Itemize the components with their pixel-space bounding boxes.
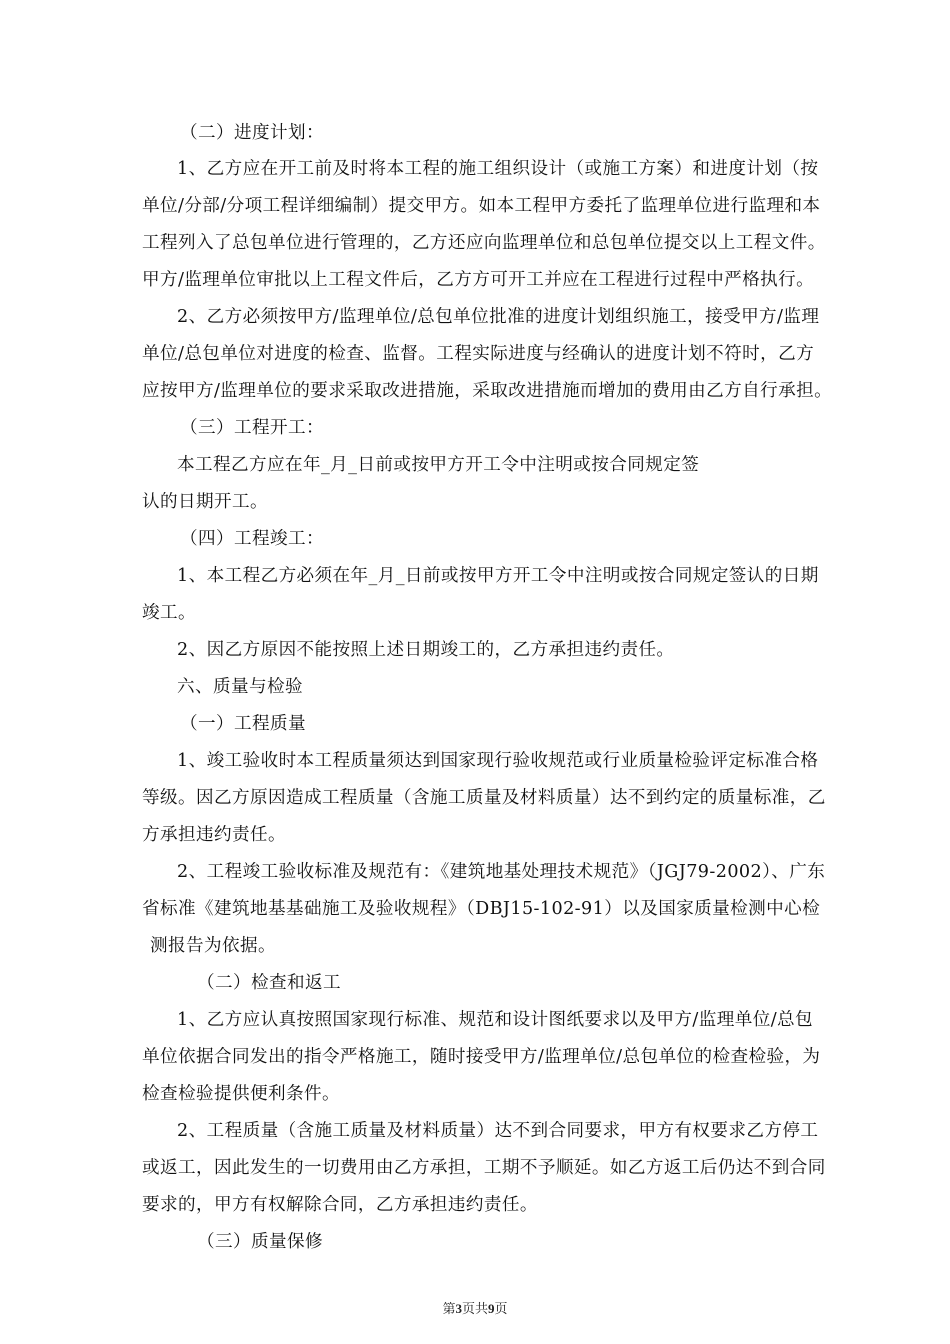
section-heading: （四）工程竣工： — [180, 529, 324, 549]
paragraph-line: 1、竣工验收时本工程质量须达到国家现行验收规范或行业质量检验评定标准合格 — [177, 751, 819, 771]
paragraph-line: 单位/分部/分项工程详细编制）提交甲方。如本工程甲方委托了监理单位进行监理和本 — [142, 196, 821, 216]
paragraph-line: 2、工程竣工验收标准及规范有：《建筑地基处理技术规范》（JGJ79-2002）、广东 — [177, 862, 826, 882]
paragraph-line: 1、乙方应认真按照国家现行标准、规范和设计图纸要求以及甲方/监理单位/总包 — [177, 1010, 814, 1030]
paragraph-line: 单位依据合同发出的指令严格施工，随时接受甲方/监理单位/总包单位的检查检验，为 — [142, 1047, 821, 1067]
paragraph-line: 要求的，甲方有权解除合同，乙方承担违约责任。 — [142, 1195, 538, 1215]
paragraph-line: 2、工程质量（含施工质量及材料质量）达不到合同要求，甲方有权要求乙方停工 — [177, 1121, 819, 1141]
chapter-heading: 六、质量与检验 — [177, 677, 303, 697]
footer-prefix: 第 — [442, 1301, 456, 1316]
page-footer — [0, 1301, 950, 1317]
paragraph-line: 检查检验提供便利条件。 — [142, 1084, 340, 1104]
paragraph-line: 工程列入了总包单位进行管理的，乙方还应向监理单位和总包单位提交以上工程文件。 — [142, 233, 826, 253]
footer-middle: 页共 — [461, 1301, 488, 1316]
current-page-number: 3 — [455, 1301, 462, 1316]
total-page-number: 9 — [488, 1301, 495, 1316]
paragraph-line: 省标准《建筑地基基础施工及验收规程》（DBJ15-102-91）以及国家质量检测中心检 — [142, 899, 821, 919]
paragraph-line: 1、乙方应在开工前及时将本工程的施工组织设计（或施工方案）和进度计划（按 — [177, 159, 819, 179]
section-heading: （二）检查和返工 — [197, 973, 341, 993]
paragraph-line: 认的日期开工。 — [142, 492, 268, 512]
paragraph-line: 竣工。 — [142, 603, 196, 623]
paragraph-line: 2、乙方必须按甲方/监理单位/总包单位批准的进度计划组织施工，接受甲方/监理 — [177, 307, 820, 327]
paragraph-line: 单位/总包单位对进度的检查、监督。工程实际进度与经确认的进度计划不符时，乙方 — [142, 344, 815, 364]
section-heading: （一）工程质量 — [180, 714, 306, 734]
paragraph-line: 本工程乙方应在年_月_日前或按甲方开工令中注明或按合同规定签 — [177, 455, 700, 475]
section-heading: （三）工程开工： — [180, 418, 324, 438]
paragraph-line: 方承担违约责任。 — [142, 825, 286, 845]
section-heading: （三）质量保修 — [197, 1232, 323, 1252]
paragraph-line: 测报告为依据。 — [150, 936, 276, 956]
paragraph-line: 等级。因乙方原因造成工程质量（含施工质量及材料质量）达不到约定的质量标准，乙 — [142, 788, 826, 808]
paragraph-line: 或返工，因此发生的一切费用由乙方承担，工期不予顺延。如乙方返工后仍达不到合同 — [142, 1158, 826, 1178]
paragraph-line: 应按甲方/监理单位的要求采取改进措施，采取改进措施而增加的费用由乙方自行承担。 — [142, 381, 833, 401]
footer-suffix: 页 — [494, 1301, 508, 1316]
paragraph-line: 1、本工程乙方必须在年_月_日前或按甲方开工令中注明或按合同规定签认的日期 — [177, 566, 819, 586]
section-heading: （二）进度计划： — [180, 123, 324, 143]
paragraph-line: 2、因乙方原因不能按照上述日期竣工的，乙方承担违约责任。 — [177, 640, 675, 660]
paragraph-line: 甲方/监理单位审批以上工程文件后，乙方方可开工并应在工程进行过程中严格执行。 — [142, 270, 815, 290]
